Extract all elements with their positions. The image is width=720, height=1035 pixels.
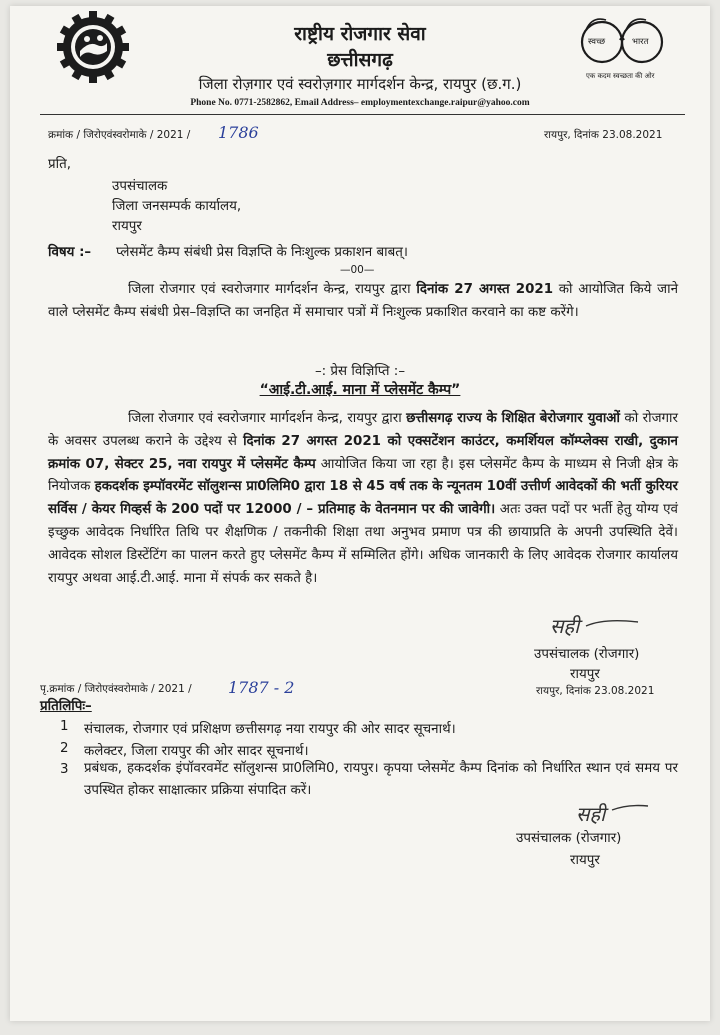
recipient-line-1: उपसंचालक [112,179,168,194]
request-text-2: को आयोजित किये जाने वाले प्लेसमेंट कैम्प संबंधी प्रेस–विज्ञप्ति का जनहित में समाचार पत्रों में निःशुल्क प्रकाशित करवाने का कष्ट करेंगे। [48,282,678,320]
subject-text: प्लेसमेंट कैम्प संबंधी प्रेस विज्ञप्ति के निःशुल्क प्रकाशन बाबत्। [116,245,408,260]
request-text-1: जिला रोजगार एवं स्वरोजगार मार्गदर्शन केन्द्र, रायपुर द्वारा [128,282,417,297]
header-state: छत्तीसगढ़ [327,49,393,71]
copy-item-3-text: प्रबंधक, हकदर्शक इंपॉवरवमेंट सॉलुशन्स प्रा0लिमि0, रायपुर। कृपया प्लेसमेंट कैम्प दिनांक को निर्धारित स्थान एवं समय पर उपस्थित होकर साक्षात्कार प्रक्रिया संपादित करें। [84,761,678,798]
pr-text-1: जिला रोजगार एवं स्वरोजगार मार्गदर्शन केन्द्र, रायपुर द्वारा [128,411,407,426]
pr-bold-1: छत्तीसगढ़ राज्य के शिक्षित बेरोजगार युवाओं [406,411,620,426]
signature-2-place: रायपुर [570,853,600,868]
press-release-paragraph [48,408,678,590]
employment-exchange-emblem-icon [56,10,130,84]
pr-text-4: अतः उक्त पदों पर भर्ती हेतु योग्य एवं इच्छुक आवेदक निर्धारित तिथि पर शैक्षणिक / तकनीकी शिक्षा तथा अनुभव प्रमाण पत्र की छायाप्रति के अपनी उपस्थिति देवें। आवेदक सोशल डिस्टेंटिंग का पालन करते हुए प्लेसमेंट कैम्प में सम्मिलित होंगे। अधिक जानकारी के लिए आवेदक रोजगार कार्यालय रायपुर अथवा आई.टी.आई. माना में संपर्क कर सकते है। [48,502,678,586]
swachh-bharat-logo [576,14,672,80]
copy-item-1-num: 1 [60,719,69,734]
ref-number-handwritten: 1786 [218,123,259,142]
swachh-tagline: एक कदम स्वच्छता की ओर [586,72,655,80]
header-org-name: राष्ट्रीय रोजगार सेवा [294,23,426,45]
copy-ref-number-handwritten: 1787 - 2 [228,678,295,697]
recipient-line-3: रायपुर [112,219,142,234]
signature-1-scribble: सही [550,614,580,638]
signature-2-flourish [610,802,650,816]
separator: —00— [340,264,375,276]
copy-item-3-num: 3 [60,762,69,777]
letter-page [10,6,710,1021]
ref-prefix: क्रमांक / जिरोएवंस्वरोमाके / 2021 / [48,129,191,141]
header-office: जिला रोज़गार एवं स्वरोज़गार मार्गदर्शन केन्द्र, रायपुर (छ.ग.) [198,75,522,93]
request-paragraph [48,279,678,325]
pr-text-2: को रोजगार के अवसर उपलब्ध कराने के उद्देश्य से [48,411,679,449]
signature-1-place: रायपुर [570,667,600,682]
copy-item-2-text: कलेक्टर, जिला रायपुर की ओर सादर सूचनार्थ। [84,744,309,759]
pr-text-3: आयोजित किया जा रहा है। इस प्लेसमेंट कैम्प के माध्यम से निजी क्षेत्र के नियोजक [48,456,678,495]
header-divider [40,114,685,115]
copy-ref-prefix: पृ.क्रमांक / जिरोएवंस्वरोमाके / 2021 / [40,683,192,695]
letter-date: रायपुर, दिनांक 23.08.2021 [544,129,663,141]
copy-label: प्रतिलिपिः– [40,699,92,714]
to-label: प्रति, [48,157,71,172]
subject-label: विषय :– [48,245,92,260]
copy-date: रायपुर, दिनांक 23.08.2021 [536,685,655,697]
copy-item-1-text: संचालक, रोजगार एवं प्रशिक्षण छत्तीसगढ़ नया रायपुर की ओर सादर सूचनार्थ। [84,722,456,737]
swachh-word: स्वच्छ [588,37,606,47]
press-release-title: “आई.टी.आई. माना में प्लेसमेंट कैम्प” [259,382,461,398]
copy-item-2-num: 2 [60,741,69,756]
header-contact: Phone No. 0771-2582862, Email Address– employmentexchange.raipur@yahoo.com [190,98,530,108]
pr-bold-2: दिनांक 27 अगस्त 2021 को एक्सटेंशन काउंटर, कमर्शियल कॉम्प्लेक्स राखी, दुकान क्रमांक 07, सेक्टर 25, नवा रायपुर में प्लेसमेंट कैम्प [48,433,678,472]
press-release-heading: –: प्रेस विज्ञिप्ति :– [314,364,406,379]
signature-2-title: उपसंचालक (रोजगार) [516,831,622,846]
signature-2-scribble: सही [576,802,606,826]
pr-bold-3: हकदर्शक इम्पॉवरमेंट सॉलुशन्स प्रा0लिमि0 द्वारा 18 से 45 वर्ष तक के न्यूनतम 10वीं उत्तीर्ण आवेदकों की भर्ती कुरियर सर्विस / केयर गिव्हर्स के 200 पदों पर 12000 / – प्रतिमाह के वेतनमान पर की जावेगी। [48,479,678,518]
recipient-line-2: जिला जनसम्पर्क कार्यालय, [112,199,242,214]
bharat-word: भारत [632,37,649,47]
request-date-bold: दिनांक 27 अगस्त 2021 [416,282,554,297]
signature-1-title: उपसंचालक (रोजगार) [534,647,640,662]
signature-1-flourish [584,616,640,630]
